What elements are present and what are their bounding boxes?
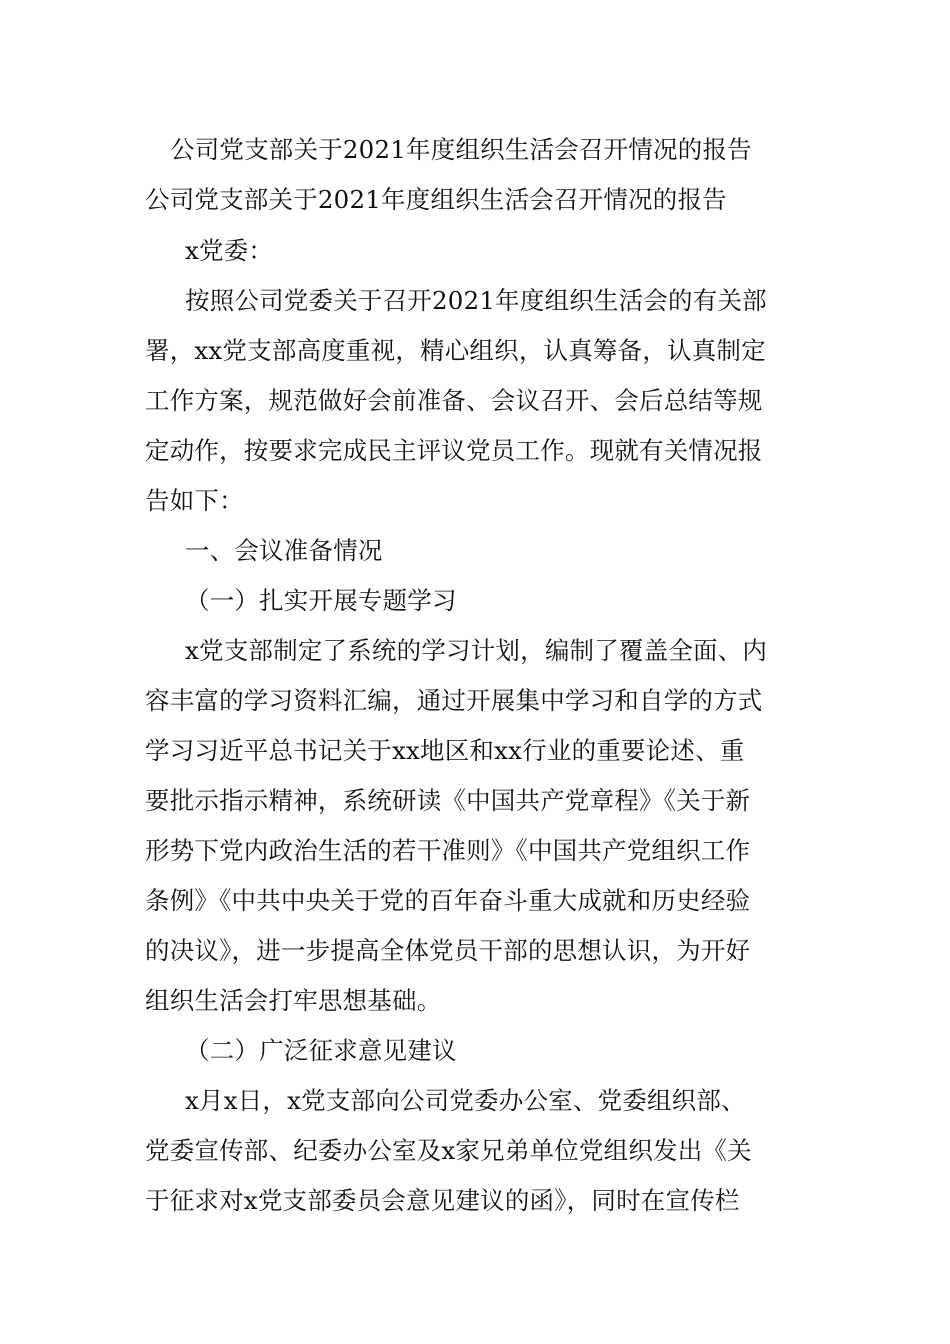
paragraph3-line-2: 党委宣传部、纪委办公室及x家兄弟单位党组织发出《关: [145, 1136, 752, 1165]
paragraph2-line-7: 的决议》，进一步提高全体党员干部的思想认识，为开好: [145, 936, 751, 965]
section1-heading: 一、会议准备情况: [185, 536, 383, 565]
paragraph2-line-6: 条例》《中共中央关于党的百年奋斗重大成就和历史经验: [145, 886, 751, 915]
paragraph1-line-3: 工作方案，规范做好会前准备、会议召开、会后总结等规: [145, 386, 763, 415]
paragraph1-line-4: 定动作，按要求完成民主评议党员工作。现就有关情况报: [145, 436, 763, 465]
paragraph3-line-1: x月x日，x党支部向公司党委办公室、党委组织部、: [185, 1086, 746, 1115]
paragraph2-line-8: 组织生活会打牢思想基础。: [145, 986, 442, 1015]
subsection2-heading: （二）广泛征求意见建议: [185, 1036, 457, 1065]
paragraph1-line-1: 按照公司党委关于召开2021年度组织生活会的有关部: [185, 286, 767, 315]
paragraph2-line-5: 形势下党内政治生活的若干准则》《中国共产党组织工作: [145, 836, 751, 865]
paragraph1-line-5: 告如下：: [145, 486, 244, 515]
paragraph2-line-3: 学习习近平总书记关于xx地区和xx行业的重要论述、重: [145, 736, 745, 765]
document-title-repeat: 公司党支部关于2021年度组织生活会召开情况的报告: [145, 185, 727, 214]
paragraph2-line-1: x党支部制定了系统的学习计划，编制了覆盖全面、内: [185, 636, 768, 665]
paragraph2-line-2: 容丰富的学习资料汇编，通过开展集中学习和自学的方式: [145, 686, 763, 715]
salutation: x党委：: [185, 236, 274, 265]
paragraph1-line-2: 署，xx党支部高度重视，精心组织，认真筹备，认真制定: [145, 336, 766, 365]
paragraph2-line-4: 要批示指示精神，系统研读《中国共产党章程》《关于新: [145, 786, 751, 815]
document-title: 公司党支部关于2021年度组织生活会召开情况的报告: [170, 135, 752, 164]
subsection1-heading: （一）扎实开展专题学习: [185, 586, 457, 615]
paragraph3-line-3: 于征求对x党支部委员会意见建议的函》，同时在宣传栏: [145, 1186, 740, 1215]
